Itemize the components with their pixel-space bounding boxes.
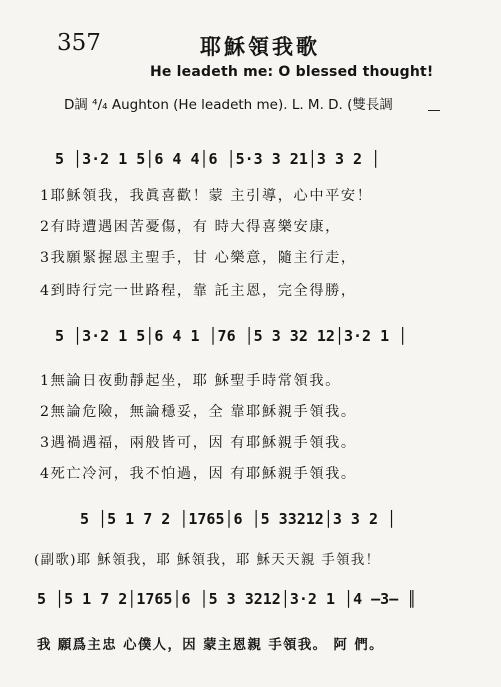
verse-line: 2有時遭遇困苦憂傷，有 時大得喜樂安康， (40, 219, 341, 235)
info-underline (428, 110, 440, 111)
verse-line: 4死亡冷河，我不怕過，因 有耶穌親手領我。 (40, 466, 357, 482)
verse-line: 1無論日夜動靜起坐，耶 穌聖手時常領我。 (40, 373, 341, 389)
verse-line: 2無論危險，無論穩妥，全 靠耶穌親手領我。 (40, 404, 357, 420)
tune-info-line: D調 ⁴/₄ Aughton (He leadeth me). L. M. D. (雙長調 (64, 97, 393, 113)
verse-line: 4到時行完一世路程，靠 託主恩，完全得勝， (40, 283, 357, 299)
final-text-line: 我 願爲主忠 心僕人，因 蒙主恩親 手領我。 阿 們。 (37, 637, 384, 653)
verse-line: 1耶穌領我，我眞喜歡！蒙 主引導，心中平安！ (40, 188, 373, 204)
english-title: He leadeth me: O blessed thought! (150, 64, 434, 80)
verse-line: 3我願緊握恩主聖手，甘 心樂意，隨主行走， (40, 250, 357, 266)
music-notes: 5 │5 1 7 2│1765│6 │5 3 3212│3·2 1 │4 —3— ║ (37, 590, 417, 608)
music-line-1 (55, 150, 475, 172)
verse-line: 3遇禍遇福，兩般皆可，因 有耶穌親手領我。 (40, 435, 357, 451)
hymn-title: 耶穌領我歌 (200, 34, 320, 59)
music-notes: 5 │5 1 7 2 │1765│6 │5 33212│3 3 2 │ (80, 510, 397, 528)
hymn-number: 357 (57, 30, 101, 56)
music-line-4 (37, 590, 477, 612)
refrain-text: (副歌)耶 穌領我，耶 穌領我，耶 穌天天親 手領我！ (34, 553, 381, 568)
music-line-3 (80, 510, 475, 532)
music-line-2 (55, 327, 475, 349)
music-notes: 5 │3·2 1 5│6 4 4│6 │5·3 3 21│3 3 2 │ (55, 150, 381, 168)
music-notes: 5 │3·2 1 5│6 4 1 │76 │5 3 32 12│3·2 1 │ (55, 327, 408, 345)
